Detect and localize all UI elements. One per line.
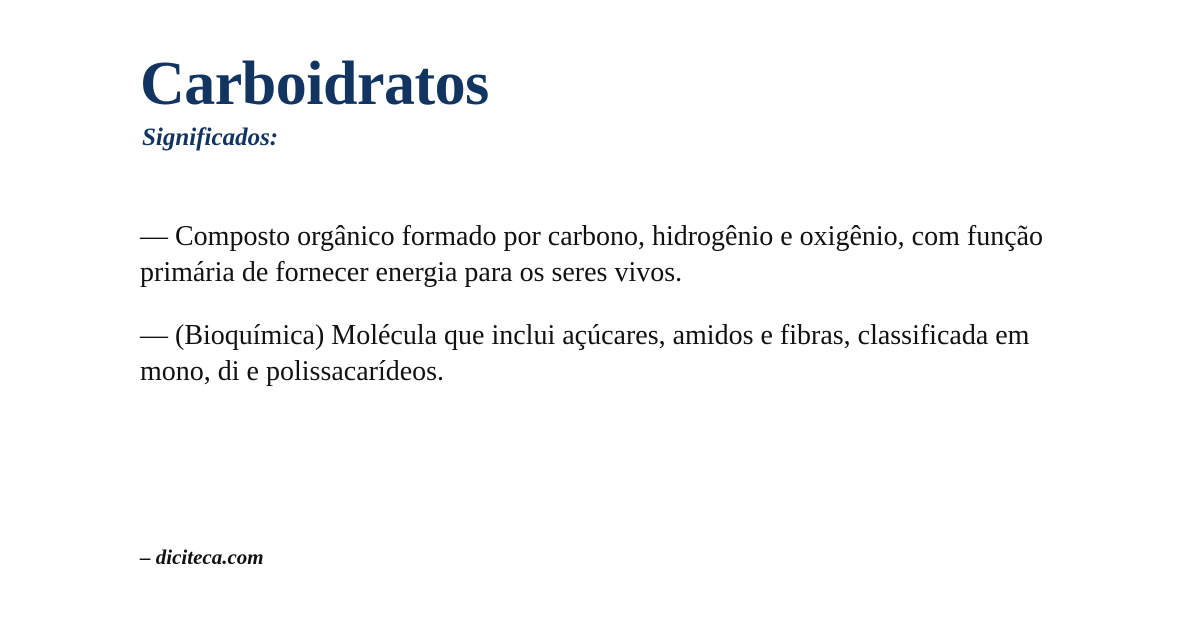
source-attribution: – diciteca.com xyxy=(140,545,264,569)
subtitle-label: Significados: xyxy=(142,124,279,152)
page-title: Carboidratos xyxy=(140,50,489,118)
definition-list xyxy=(140,219,1060,391)
definition-item: — (Bioquímica) Molécula que inclui açúcares, amidos e fibras, classificada em mono, di e polissacarídeos. xyxy=(140,319,1030,388)
definition-item: — Composto orgânico formado por carbono, hidrogênio e oxigênio, com função primária de fornecer energia para os seres vivos. xyxy=(140,221,1044,289)
